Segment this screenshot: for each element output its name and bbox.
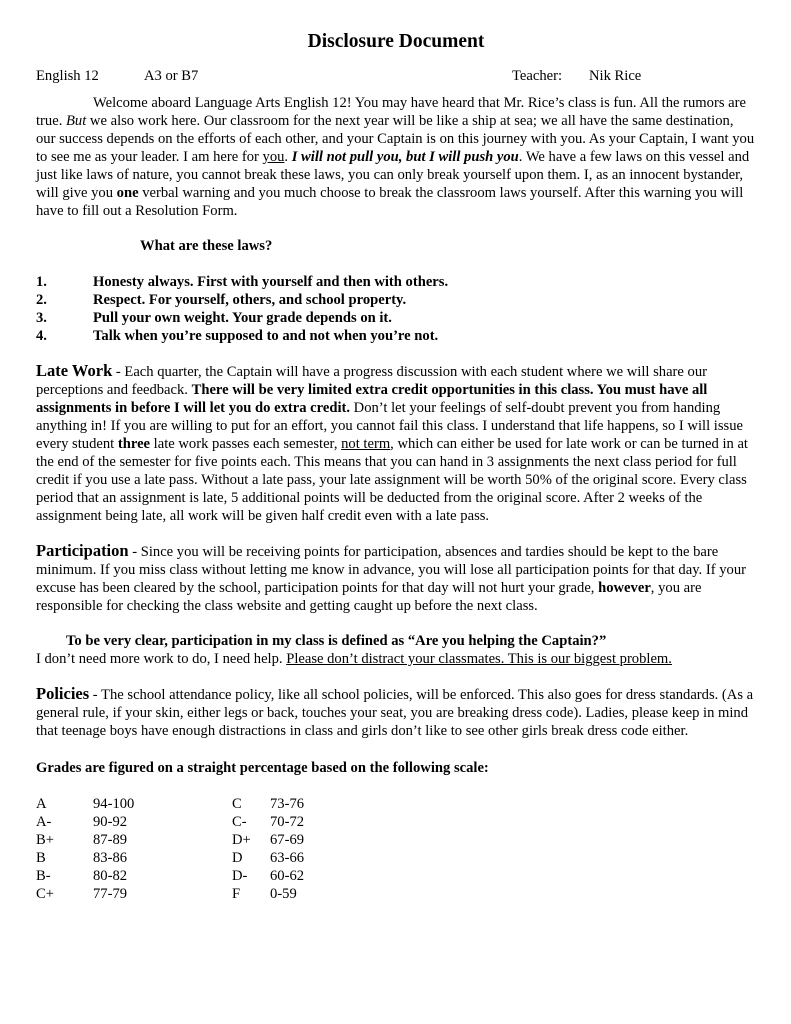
grade-letter: D	[232, 850, 243, 866]
course-name: English 12	[36, 68, 99, 84]
law-item: 4. Talk when you’re supposed to and not when you’re not.	[36, 328, 439, 344]
grade-scale	[36, 795, 756, 905]
law-item: 3. Pull your own weight. Your grade depends on it.	[36, 310, 392, 326]
grade-letter: B+	[36, 832, 54, 848]
grade-range: 73-76	[270, 796, 305, 812]
grade-range: 67-69	[270, 832, 305, 848]
grade-range: 0-59	[270, 886, 297, 902]
grade-range: 83-86	[93, 850, 128, 866]
grade-letter: F	[232, 886, 241, 902]
policies-heading: Policies	[36, 684, 90, 703]
grade-range: 70-72	[270, 814, 305, 830]
intro-paragraph: Welcome aboard Language Arts English 12! You may have heard that Mr. Rice’s class is fun. All the rumors are true. But we also work here. Our classroom for the next year will be like a ship at sea; we all have the same destination, our success depends on the efforts of each other, and your Captain is on this journey with you. As your Captain, I want you to see me as your leader. I am here for you. I will not pull you, but I will push you. We have a few laws on this vessel and just like laws of nature, you cannot break these laws, you can only break yourself upon them. I, as an innocent bystander, will give you one verbal warning and you much choose to break the classroom laws yourself. After this warning you will have to fill out a Resolution Form.	[36, 95, 755, 219]
participation-section: Participation - Since you will be receiving points for participation, absences and tardies should be kept to the bare minimum. If you miss class without letting me know in advance, you will lose all participation points for that day. If your excuse has been cleared by the school, participation points for that day will not hurt your grade, however, you are responsible for checking the class website and getting caught up before the next class.	[36, 541, 746, 614]
grade-letter: A	[36, 796, 47, 812]
grade-letter: C	[232, 796, 242, 812]
teacher-label: Teacher:	[512, 68, 563, 84]
grade-letter: D+	[232, 832, 251, 848]
participation-definition-line: To be very clear, participation in my class is defined as “Are you helping the Captain?”	[66, 633, 607, 649]
law-item: 1. Honesty always. First with yourself and then with others.	[36, 274, 449, 290]
participation-heading: Participation	[36, 541, 129, 560]
grade-letter: C-	[232, 814, 247, 830]
late-work-heading: Late Work	[36, 361, 113, 380]
grade-letter: B-	[36, 868, 51, 884]
page-title: Disclosure Document	[307, 31, 485, 52]
class-section: A3 or B7	[144, 68, 199, 84]
grade-range: 94-100	[93, 796, 135, 812]
grade-letter: A-	[36, 814, 52, 830]
law-item: 2. Respect. For yourself, others, and school property.	[36, 292, 407, 308]
policies-section: Policies - The school attendance policy, like all school policies, will be enforced. This also goes for dress standards. (As a general rule, if your skin, either legs or back, touches your seat, you are breaking dress code). Ladies, please keep in mind that teenage boys have enough distractions in class and girls don’t like to see other girls break dress code either.	[36, 684, 754, 739]
participation-definition	[36, 632, 756, 668]
course-info-row	[36, 67, 756, 89]
document-page	[36, 30, 756, 905]
grades-heading: Grades are figured on a straight percentage based on the following scale:	[36, 760, 489, 776]
grade-range: 80-82	[93, 868, 128, 884]
help-line: I don’t need more work to do, I need help. Please don’t distract your classmates. This is our biggest problem.	[36, 651, 672, 667]
late-work-section: Late Work - Each quarter, the Captain will have a progress discussion with each student where we will share our perceptions and feedback. There will be very limited extra credit opportunities in this class. You must have all assignments in before I will let you do extra credit. Don’t let your feelings of self-doubt prevent you from handing anything in! If you are willing to put for an effort, you cannot fail this class. I understand that life happens, so I will issue every student three late work passes each semester, not term, which can either be used for late work or can be turned in at the end of the semester for five points each. This means that you can hand in 3 assignments the next class period for full credit if you use a late pass. Without a late pass, your late assignment will be worth 50% of the original score. Every class period that an assignment is late, 5 additional points will be deducted from the original score. After 2 weeks of the assignment being late, all work will be given half credit even with a late pass.	[36, 361, 748, 524]
grade-letter: D-	[232, 868, 248, 884]
teacher-name: Nik Rice	[589, 68, 642, 84]
laws-heading: What are these laws?	[140, 238, 273, 254]
grade-letter: B	[36, 850, 46, 866]
grade-range: 87-89	[93, 832, 128, 848]
grade-range: 90-92	[93, 814, 128, 830]
grade-range: 60-62	[270, 868, 305, 884]
grade-range: 63-66	[270, 850, 305, 866]
grade-range: 77-79	[93, 886, 128, 902]
laws-list	[36, 273, 756, 345]
grade-letter: C+	[36, 886, 54, 902]
